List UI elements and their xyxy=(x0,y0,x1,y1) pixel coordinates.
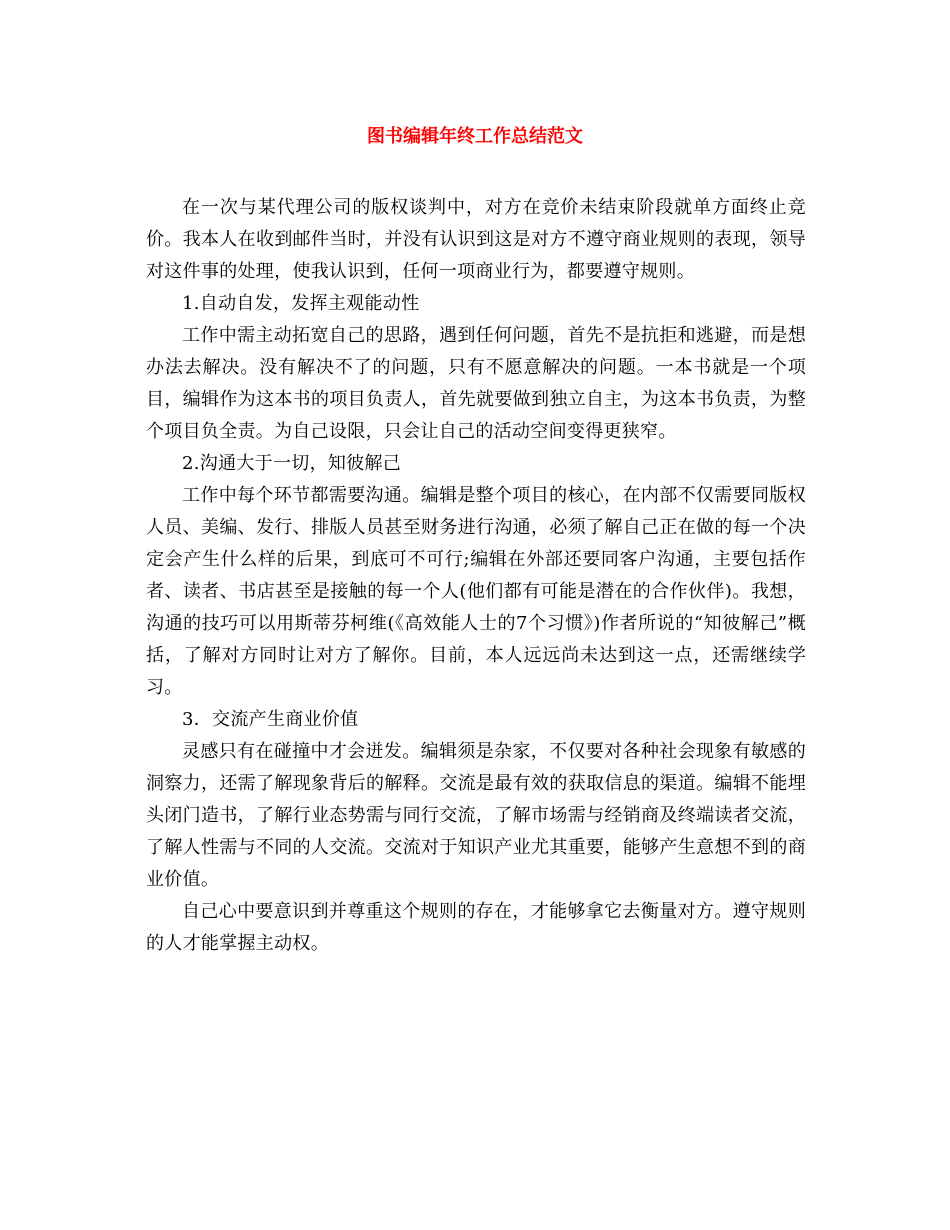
document-title: 图书编辑年终工作总结范文 xyxy=(367,126,583,147)
paragraph-intro: 在一次与某代理公司的版权谈判中，对方在竞价未结束阶段就单方面终止竞价。我本人在收到邮件当时，并没有认识到这是对方不遵守商业规则的表现，领导对这件事的处理，使我认识到，任何一项商业行为，都要遵守规则。 xyxy=(146,197,806,282)
section-heading-1: 1.自动自发，发挥主观能动性 xyxy=(182,293,420,314)
paragraph-conclusion: 自己心中要意识到并尊重这个规则的存在，才能够拿它去衡量对方。遵守规则的人才能掌握主动权。 xyxy=(146,901,806,954)
paragraph-section-1: 工作中需主动拓宽自己的思路，遇到任何问题，首先不是抗拒和逃避，而是想办法去解决。没有解决不了的问题，只有不愿意解决的问题。一本书就是一个项目，编辑作为这本书的项目负责人，首先就要做到独立自主，为这本书负责，为整个项目负全责。为自己设限，只会让自己的活动空间变得更狭窄。 xyxy=(146,325,806,442)
paragraph-section-2: 工作中每个环节都需要沟通。编辑是整个项目的核心，在内部不仅需要同版权人员、美编、发行、排版人员甚至财务进行沟通，必须了解自己正在做的每一个决定会产生什么样的后果，到底可不可行;编辑在外部还要同客户沟通，主要包括作者、读者、书店甚至是接触的每一个人(他们都有可能是潜在的合作伙伴)。我想，沟通的技巧可以用斯蒂芬柯维(《高效能人士的7个习惯》)作者所说的“知彼解己”概括，了解对方同时让对方了解你。目前，本人远远尚未达到这一点，还需继续学习。 xyxy=(146,485,806,698)
paragraph-section-3: 灵感只有在碰撞中才会迸发。编辑须是杂家，不仅要对各种社会现象有敏感的洞察力，还需了解现象背后的解释。交流是最有效的获取信息的渠道。编辑不能埋头闭门造书，了解行业态势需与同行交流，了解市场需与经销商及终端读者交流，了解人性需与不同的人交流。交流对于知识产业尤其重要，能够产生意想不到的商业价值。 xyxy=(146,741,806,890)
section-heading-3: 3．交流产生商业价值 xyxy=(182,709,359,730)
document-body xyxy=(146,192,806,960)
section-heading-2: 2.沟通大于一切，知彼解己 xyxy=(182,453,402,474)
